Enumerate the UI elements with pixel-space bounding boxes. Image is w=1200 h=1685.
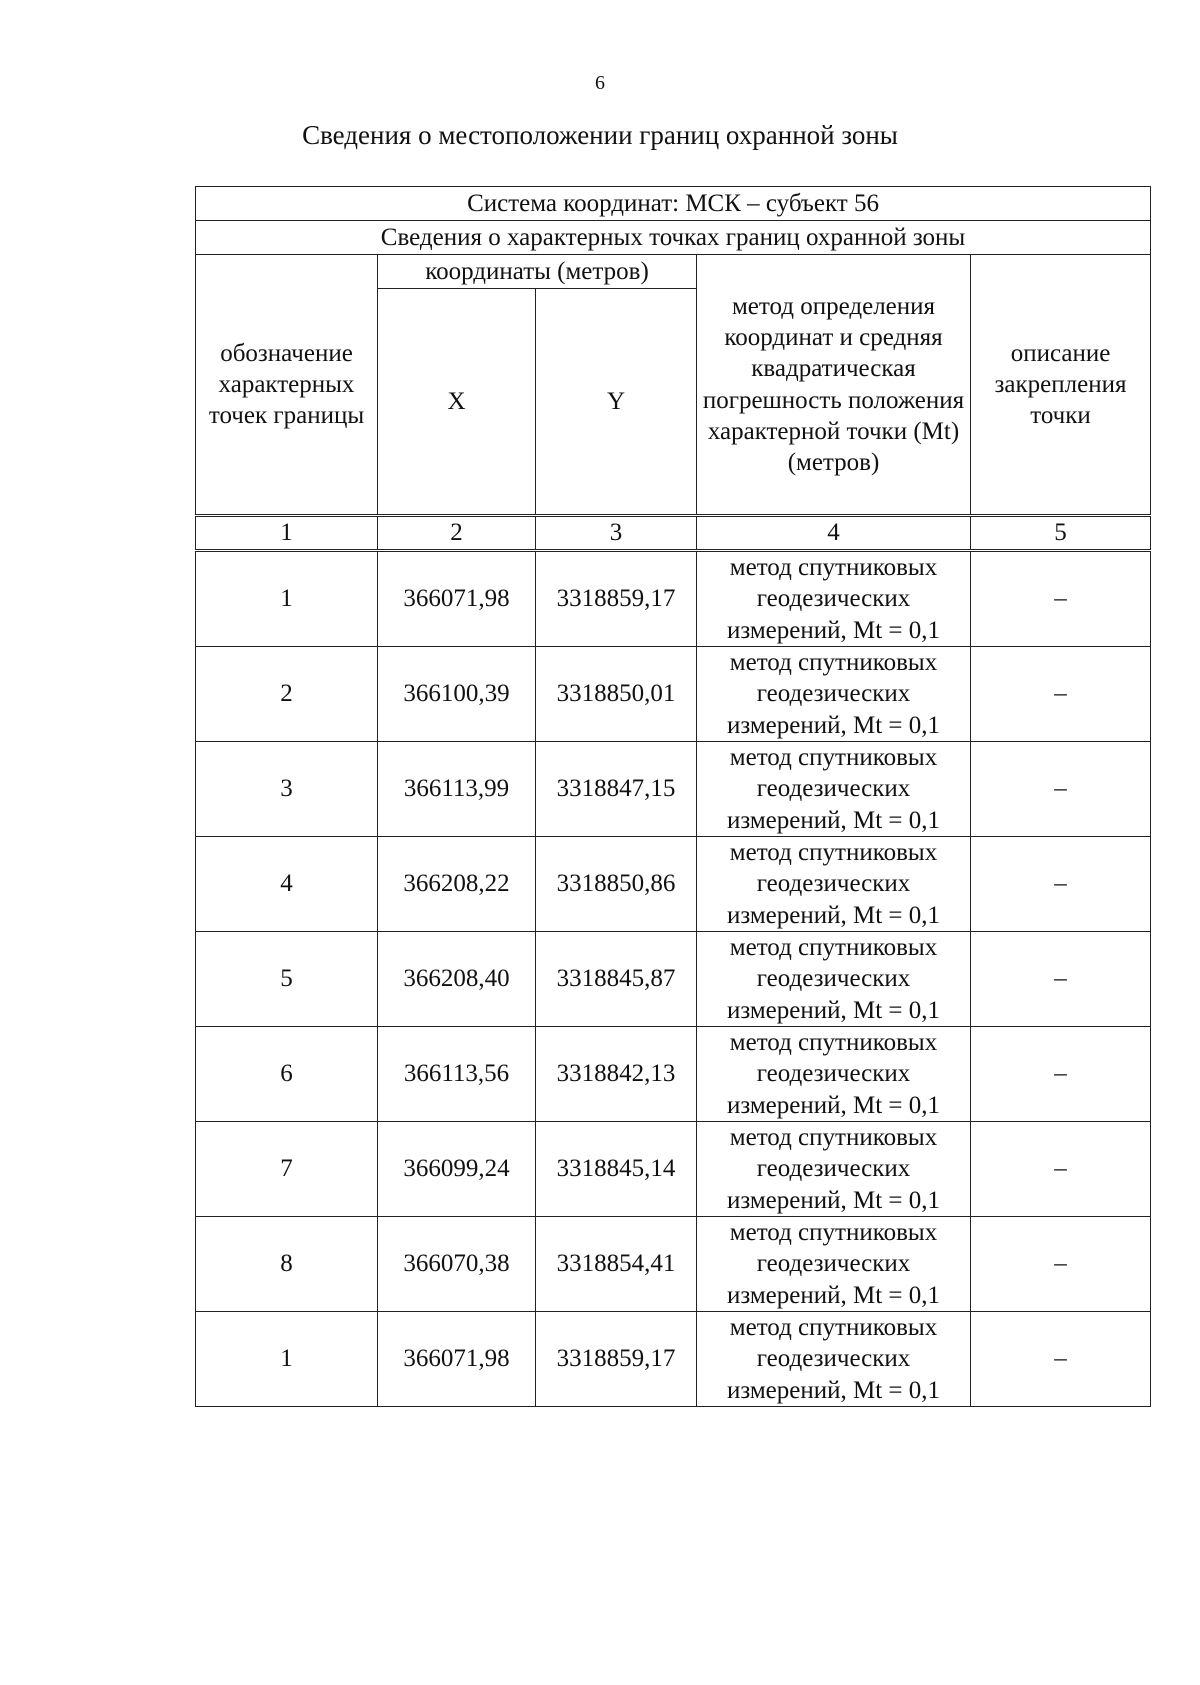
column-number: 5 xyxy=(971,516,1151,551)
y-cell: 3318845,87 xyxy=(536,932,697,1027)
method-cell: метод спутниковых геодезических измерений, Mt = 0,1 xyxy=(697,647,971,742)
point-cell: 7 xyxy=(196,1122,378,1217)
point-cell: 2 xyxy=(196,647,378,742)
y-cell: 3318850,01 xyxy=(536,647,697,742)
x-cell: 366071,98 xyxy=(378,551,536,647)
y-cell: 3318842,13 xyxy=(536,1027,697,1122)
table-row xyxy=(196,551,1151,647)
x-cell: 366070,38 xyxy=(378,1217,536,1312)
point-cell: 4 xyxy=(196,837,378,932)
y-cell: 3318854,41 xyxy=(536,1217,697,1312)
header-x: X xyxy=(378,289,536,516)
method-cell: метод спутниковых геодезических измерений, Mt = 0,1 xyxy=(697,1217,971,1312)
coord-system-header: Система координат: МСК – субъект 56 xyxy=(196,187,1151,221)
coordinates-table xyxy=(195,186,1151,1407)
header-point-designation: обозначение характерных точек границы xyxy=(196,255,378,516)
method-cell: метод спутниковых геодезических измерений, Mt = 0,1 xyxy=(697,1312,971,1407)
x-cell: 366113,56 xyxy=(378,1027,536,1122)
table-row xyxy=(196,1312,1151,1407)
point-cell: 6 xyxy=(196,1027,378,1122)
y-cell: 3318850,86 xyxy=(536,837,697,932)
description-cell: – xyxy=(971,1122,1151,1217)
header-coordinates: координаты (метров) xyxy=(378,255,697,289)
point-cell: 3 xyxy=(196,742,378,837)
x-cell: 366100,39 xyxy=(378,647,536,742)
table-row xyxy=(196,1217,1151,1312)
column-number-row xyxy=(196,516,1151,551)
column-number: 2 xyxy=(378,516,536,551)
x-cell: 366071,98 xyxy=(378,1312,536,1407)
method-cell: метод спутниковых геодезических измерений, Mt = 0,1 xyxy=(697,1027,971,1122)
description-cell: – xyxy=(971,932,1151,1027)
method-cell: метод спутниковых геодезических измерений, Mt = 0,1 xyxy=(697,932,971,1027)
x-cell: 366208,22 xyxy=(378,837,536,932)
point-cell: 1 xyxy=(196,551,378,647)
y-cell: 3318847,15 xyxy=(536,742,697,837)
header-y: Y xyxy=(536,289,697,516)
column-number: 4 xyxy=(697,516,971,551)
table-row xyxy=(196,647,1151,742)
table-subtitle: Сведения о характерных точках границ охранной зоны xyxy=(196,221,1151,255)
table-row xyxy=(196,932,1151,1027)
description-cell: – xyxy=(971,742,1151,837)
point-cell: 5 xyxy=(196,932,378,1027)
header-fixing-description: описание закрепления точки xyxy=(971,255,1151,516)
document-title: Сведения о местоположении границ охранной зоны xyxy=(302,120,898,150)
column-number: 3 xyxy=(536,516,697,551)
table-row xyxy=(196,742,1151,837)
description-cell: – xyxy=(971,837,1151,932)
table-row xyxy=(196,1122,1151,1217)
description-cell: – xyxy=(971,647,1151,742)
y-cell: 3318845,14 xyxy=(536,1122,697,1217)
method-cell: метод спутниковых геодезических измерений, Mt = 0,1 xyxy=(697,837,971,932)
point-cell: 8 xyxy=(196,1217,378,1312)
header-method: метод определения координат и средняя квадратическая погрешность положения характерной точки (Mt) (метров) xyxy=(697,255,971,516)
y-cell: 3318859,17 xyxy=(536,551,697,647)
table-row xyxy=(196,837,1151,932)
description-cell: – xyxy=(971,1312,1151,1407)
x-cell: 366099,24 xyxy=(378,1122,536,1217)
page-number: 6 xyxy=(595,72,605,94)
description-cell: – xyxy=(971,1217,1151,1312)
method-cell: метод спутниковых геодезических измерений, Mt = 0,1 xyxy=(697,551,971,647)
x-cell: 366113,99 xyxy=(378,742,536,837)
method-cell: метод спутниковых геодезических измерений, Mt = 0,1 xyxy=(697,742,971,837)
table-row xyxy=(196,1027,1151,1122)
point-cell: 1 xyxy=(196,1312,378,1407)
y-cell: 3318859,17 xyxy=(536,1312,697,1407)
description-cell: – xyxy=(971,551,1151,647)
column-number: 1 xyxy=(196,516,378,551)
x-cell: 366208,40 xyxy=(378,932,536,1027)
description-cell: – xyxy=(971,1027,1151,1122)
method-cell: метод спутниковых геодезических измерений, Mt = 0,1 xyxy=(697,1122,971,1217)
